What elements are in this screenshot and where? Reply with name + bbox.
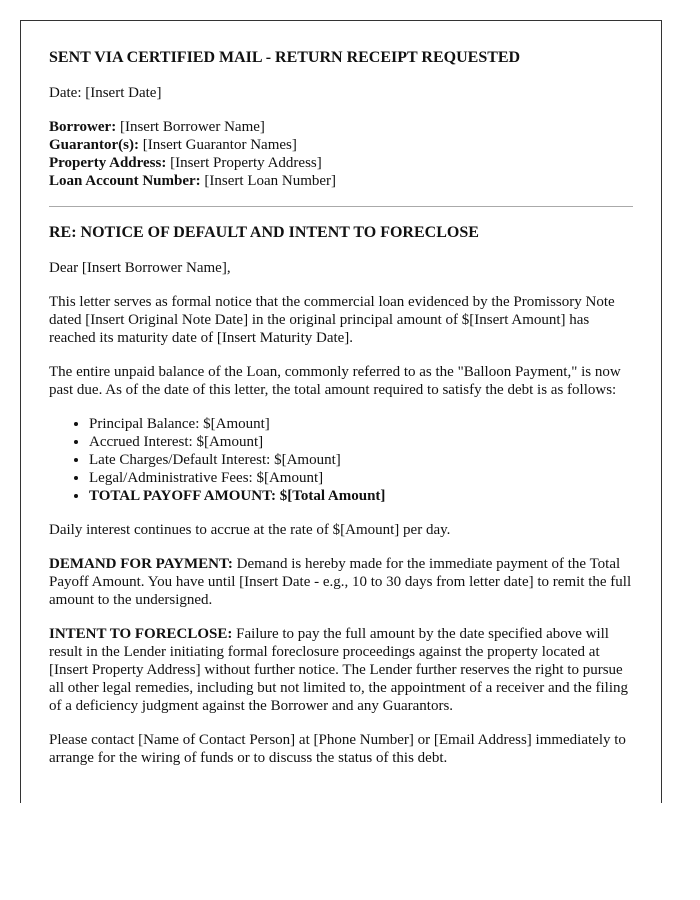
info-label: Property Address:	[49, 155, 167, 171]
paragraph-balloon: The entire unpaid balance of the Loan, commonly referred to as the "Balloon Payment," is now past due. As of the date of this letter, the total amount required to satisfy the debt is as follows:	[49, 364, 621, 398]
paragraph-contact: Please contact [Name of Contact Person] at [Phone Number] or [Email Address] immediately to arrange for the wiring of funds or to discuss the status of this debt.	[49, 732, 626, 766]
loan-info	[49, 118, 633, 190]
info-property-address	[49, 154, 633, 172]
letter-date: Date: [Insert Date]	[49, 85, 162, 101]
demand-text: Demand is hereby made for the immediate payment of the Total Payoff Amount. You have until [Insert Date - e.g., 10 to 30 days from letter date] to remit the full amount to the undersigned.	[49, 556, 632, 608]
info-label: Borrower:	[49, 119, 117, 135]
info-label: Guarantor(s):	[49, 137, 139, 153]
info-value: [Insert Guarantor Names]	[139, 137, 297, 153]
letter-page	[20, 20, 662, 803]
list-item-total: • TOTAL PAYOFF AMOUNT: $[Total Amount]	[89, 487, 633, 505]
payoff-list	[49, 415, 633, 505]
list-item: • Legal/Administrative Fees: $[Amount]	[89, 469, 633, 487]
paragraph-demand	[49, 555, 633, 609]
info-value: [Insert Borrower Name]	[116, 119, 265, 135]
info-value: [Insert Property Address]	[166, 155, 322, 171]
intent-label: INTENT TO FORECLOSE:	[49, 626, 233, 642]
list-item: • Late Charges/Default Interest: $[Amount]	[89, 451, 633, 469]
salutation: Dear [Insert Borrower Name],	[49, 260, 231, 276]
list-item: • Accrued Interest: $[Amount]	[89, 433, 633, 451]
list-item: • Principal Balance: $[Amount]	[89, 415, 633, 433]
paragraph-daily-interest: Daily interest continues to accrue at the rate of $[Amount] per day.	[49, 522, 451, 538]
info-value: [Insert Loan Number]	[200, 173, 337, 189]
mailing-header: SENT VIA CERTIFIED MAIL - RETURN RECEIPT REQUESTED	[49, 49, 521, 66]
info-label: Loan Account Number:	[49, 173, 201, 189]
divider	[49, 206, 633, 207]
info-borrower	[49, 118, 633, 136]
subject-line: RE: NOTICE OF DEFAULT AND INTENT TO FORECLOSE	[49, 224, 479, 241]
paragraph-maturity: This letter serves as formal notice that the commercial loan evidenced by the Promissory Note dated [Insert Original Note Date] in the original principal amount of $[Insert Amount] has reached its maturity date of [Insert Maturity Date].	[49, 294, 615, 346]
intent-text: Failure to pay the full amount by the date specified above will result in the Lender initiating formal foreclosure proceedings against the property located at [Insert Property Address] without further notice. The Lender further reserves the right to pursue all other legal remedies, including but not limited to, the appointment of a receiver and the filing of a deficiency judgment against the Borrower and any Guarantors.	[49, 626, 628, 714]
info-loan-number	[49, 172, 633, 190]
demand-label: DEMAND FOR PAYMENT:	[49, 556, 233, 572]
info-guarantors	[49, 136, 633, 154]
paragraph-intent	[49, 625, 633, 715]
